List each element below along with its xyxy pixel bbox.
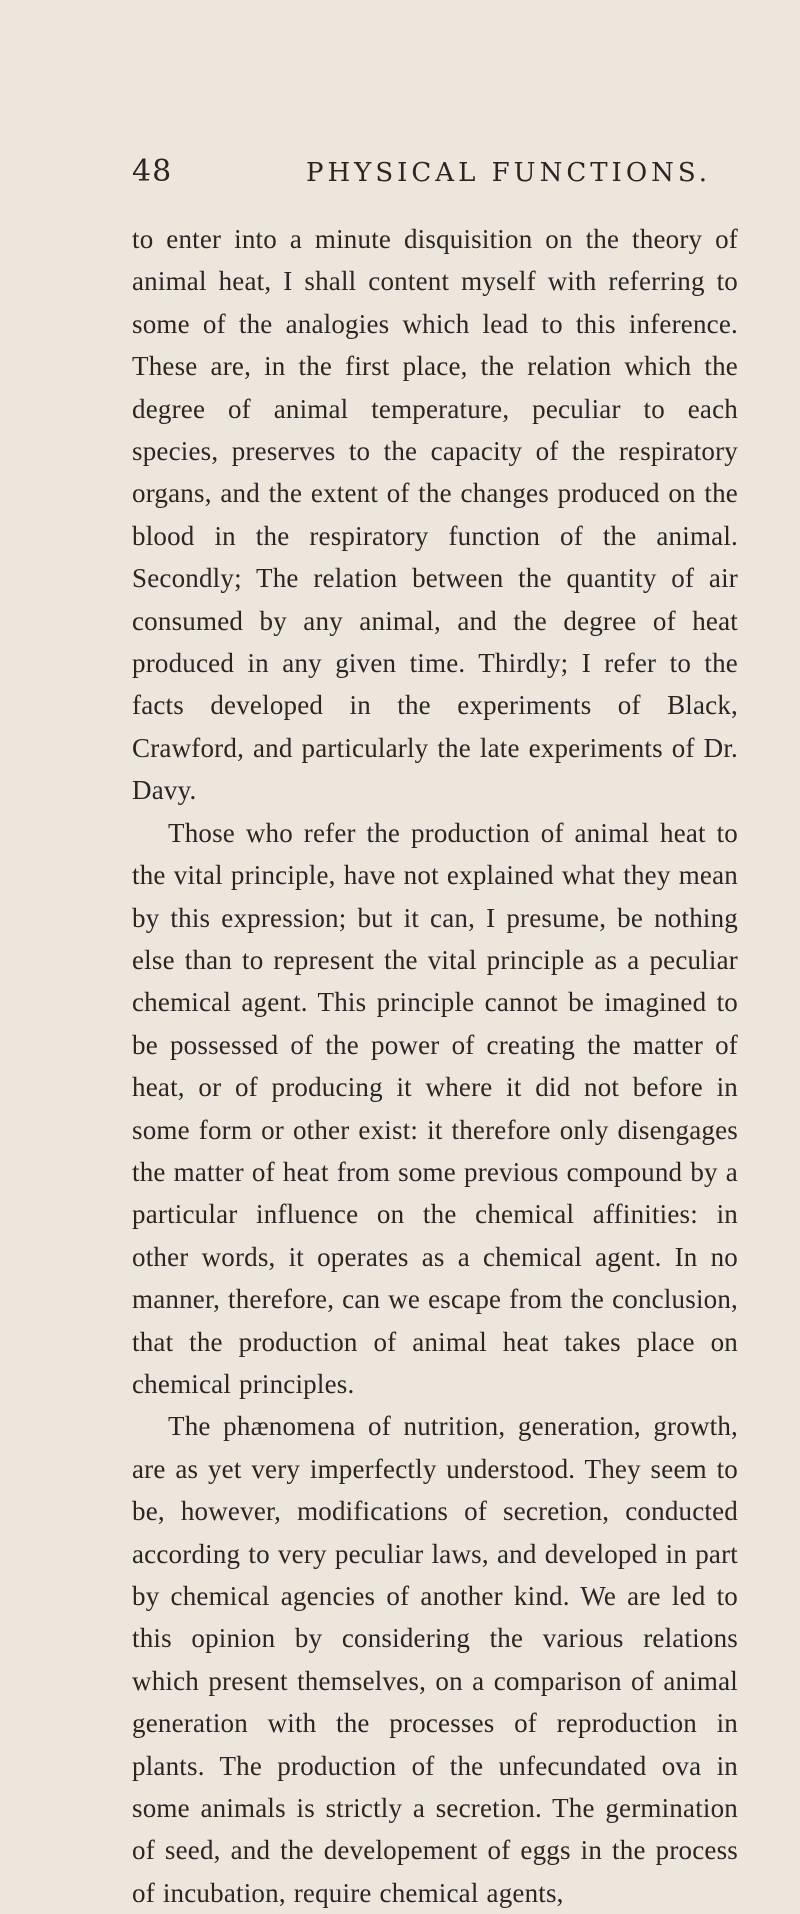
paragraph-1: to enter into a minute disquisition on the theory of animal heat, I shall content myself with referring to some of the analogies which lead to this inference. These are, in the first place, the relation which the degree of animal temperature, peculiar to each species, preserves to the capacity of the respiratory organs, and the extent of the changes produced on the blood in the respiratory function of the animal. Secondly; The relation between the quantity of air consumed by any animal, and the degree of heat produced in any given time. Thirdly; I refer to the facts developed in the experiments of Black, Crawford, and particularly the late experiments of Dr. Davy. [132, 224, 738, 806]
paragraph-3: The phænomena of nutrition, generation, growth, are as yet very imperfectly understood. They seem to be, however, modifications of secretion, conducted according to very peculiar laws, and developed in part by chemical agencies of another kind. We are led to this opinion by considering the various relations which present themselves, on a comparison of animal generation with the processes of reproduction in plants. The production of the unfecundated ova in some animals is strictly a secretion. The germination of seed, and the developement of eggs in the process of incubation, require chemical agents, [132, 1411, 738, 1908]
running-head: PHYSICAL FUNCTIONS. [306, 158, 712, 188]
page-number: 48 [132, 154, 173, 189]
paragraph-2: Those who refer the production of animal heat to the vital principle, have not explained what they mean by this expression; but it can, I presume, be nothing else than to represent the vital principle as a peculiar chemical agent. This principle cannot be imagined to be possessed of the power of creating the matter of heat, or of producing it where it did not before in some form or other exist: it therefore only disengages the matter of heat from some previous compound by a particular influence on the chemical affinities: in other words, it operates as a chemical agent. In no manner, therefore, can we escape from the conclusion, that the production of animal heat takes place on chemical principles. [132, 817, 738, 1399]
body-text [132, 218, 738, 1914]
page-header [132, 154, 740, 194]
